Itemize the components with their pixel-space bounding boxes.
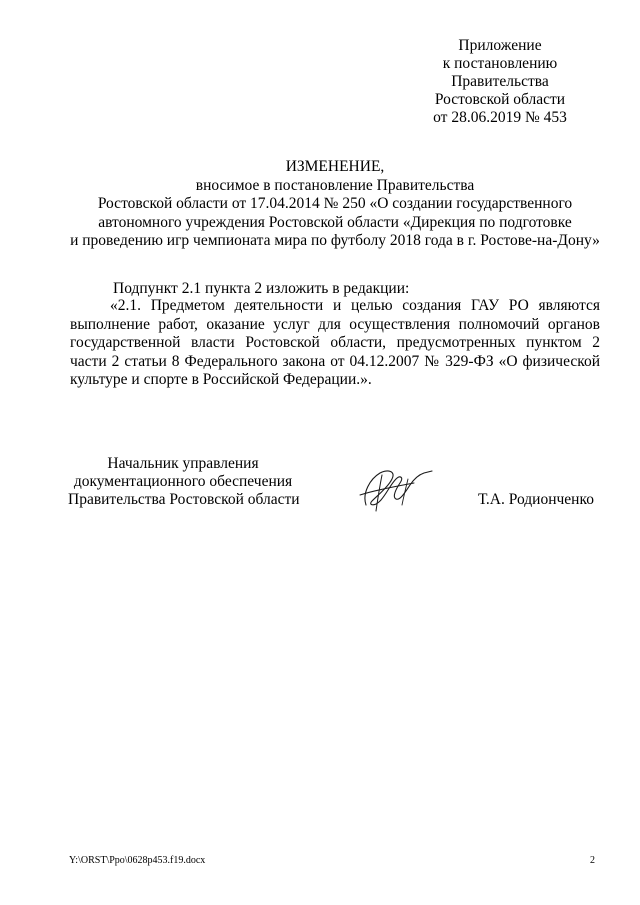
appendix-line: Правительства — [451, 73, 549, 90]
handwritten-signature — [352, 465, 438, 513]
signer-position-line: Правительства Ростовской области — [68, 491, 300, 508]
page-number: 2 — [590, 855, 595, 866]
amendment-line: части 2 статьи 8 Федерального закона от 04.12.2007 № 329-ФЗ «О физической — [70, 352, 600, 370]
amendment-line: культуре и спорте в Российской Федерации.». — [70, 371, 372, 388]
title-line: Ростовской области от 17.04.2014 № 250 «О создании государственного — [97, 195, 573, 212]
title-line: и проведению игр чемпионата мира по футболу 2018 года в г. Ростове-на-Дону» — [70, 232, 600, 249]
amendment-line: государственной власти Ростовской области, предусмотренных пунктом 2 — [70, 334, 600, 351]
amendment-intro: Подпункт 2.1 пункта 2 изложить в редакции: — [113, 280, 410, 297]
title-line: вносимое в постановление Правительства — [195, 176, 475, 194]
title-heading: ИЗМЕНЕНИЕ, — [285, 158, 385, 175]
signer-position-line: Начальник управления — [107, 455, 259, 472]
amendment-line: выполнение работ, оказание услуг для осуществления полномочий органов — [70, 315, 600, 333]
signer-position-line: документационного обеспечения — [73, 473, 293, 490]
appendix-line: Приложение — [458, 37, 542, 54]
amendment-line: «2.1. Предметом деятельности и целью создания ГАУ РО являются — [110, 297, 600, 314]
signer-position — [68, 455, 298, 509]
amendment-text — [70, 297, 600, 390]
appendix-header — [420, 37, 580, 127]
appendix-line: от 28.06.2019 № 453 — [433, 109, 567, 126]
footer-file-path: Y:\ORST\Ppo\0628p453.f19.docx — [69, 855, 206, 866]
title-line: автономного учреждения Ростовской области «Дирекция по подготовке — [98, 213, 572, 231]
appendix-line: к постановлению — [442, 55, 558, 72]
document-title — [40, 158, 630, 251]
appendix-line: Ростовской области — [434, 91, 566, 108]
signee-name: Т.А. Родионченко — [478, 491, 594, 508]
